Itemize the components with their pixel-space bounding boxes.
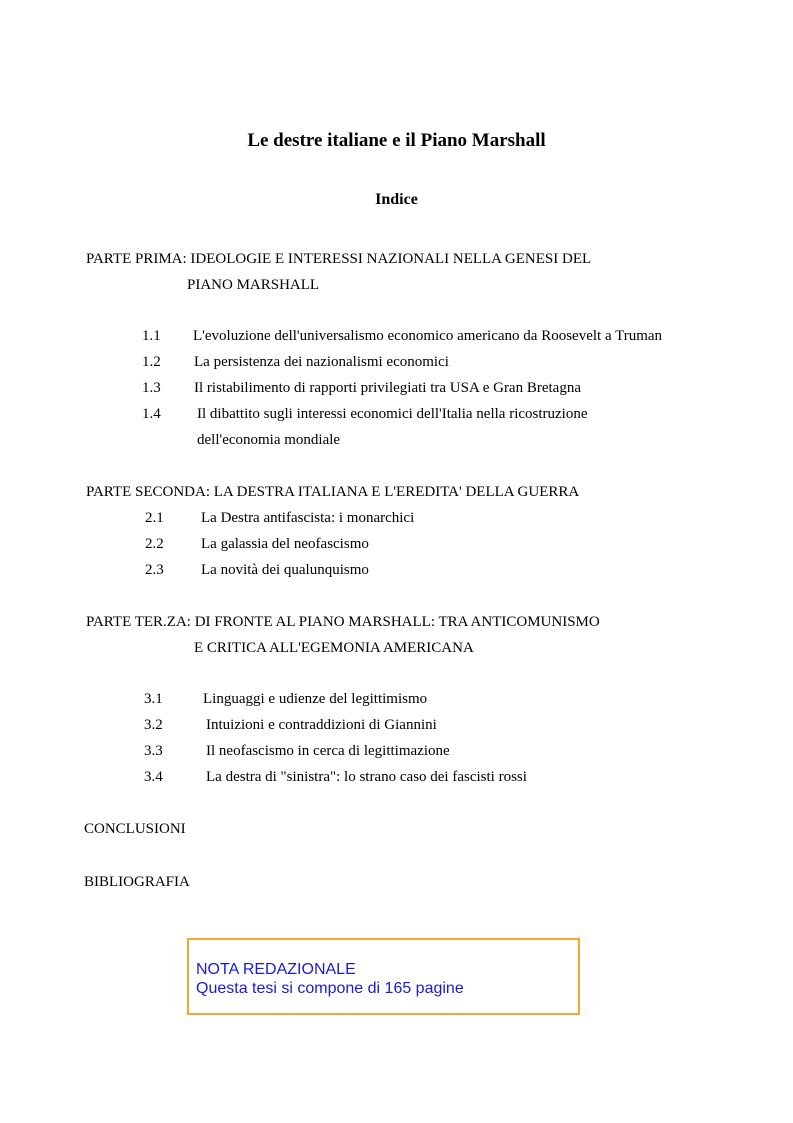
toc-item-text: Il dibattito sugli interessi economici dell'Italia nella ricostruzione	[197, 406, 588, 422]
part-2-heading: PARTE SECONDA: LA DESTRA ITALIANA E L'EREDITA' DELLA GUERRA	[86, 484, 580, 500]
toc-item-text: L'evoluzione dell'universalismo economico americano da Roosevelt a Truman	[193, 328, 663, 344]
toc-item-text: La persistenza dei nazionalismi economici	[194, 354, 449, 370]
index-heading: Indice	[375, 191, 418, 208]
toc-item-text: Intuizioni e contraddizioni di Giannini	[206, 717, 437, 733]
toc-item-number: 1.4	[142, 406, 161, 422]
toc-item-text-cont: dell'economia mondiale	[197, 432, 341, 448]
part-3-heading-cont: E CRITICA ALL'EGEMONIA AMERICANA	[194, 640, 474, 656]
document-title: Le destre italiane e il Piano Marshall	[247, 130, 546, 151]
toc-item-number: 1.1	[142, 328, 161, 344]
part-1-heading: PARTE PRIMA: IDEOLOGIE E INTERESSI NAZIONALI NELLA GENESI DEL	[86, 251, 592, 267]
toc-item-number: 3.4	[144, 769, 163, 785]
toc-item-number: 3.1	[144, 691, 163, 707]
toc-item-number: 3.3	[144, 743, 163, 759]
toc-item-text: La Destra antifascista: i monarchici	[201, 510, 415, 526]
toc-item-text: Il ristabilimento di rapporti privilegiati tra USA e Gran Bretagna	[194, 380, 581, 396]
editorial-note-box	[187, 938, 580, 1015]
toc-item-number: 2.2	[145, 536, 164, 552]
toc-item-number: 2.3	[145, 562, 164, 578]
bibliography-entry: BIBLIOGRAFIA	[84, 874, 190, 890]
toc-item-number: 2.1	[145, 510, 164, 526]
part-3-heading: PARTE TER.ZA: DI FRONTE AL PIANO MARSHALL: TRA ANTICOMUNISMO	[86, 614, 600, 630]
toc-item-text: Linguaggi e udienze del legittimismo	[203, 691, 428, 707]
editorial-note-title: NOTA REDAZIONALE	[196, 961, 356, 978]
toc-item-text: La galassia del neofascismo	[201, 536, 369, 552]
editorial-note-text: Questa tesi si compone di 165 pagine	[196, 980, 464, 997]
toc-item-text: La destra di "sinistra": lo strano caso dei fascisti rossi	[206, 769, 527, 785]
toc-item-text: Il neofascismo in cerca di legittimazione	[206, 743, 450, 759]
toc-item-number: 3.2	[144, 717, 163, 733]
part-1-heading-cont: PIANO MARSHALL	[187, 277, 320, 293]
conclusions-entry: CONCLUSIONI	[84, 821, 186, 837]
toc-item-number: 1.2	[142, 354, 161, 370]
toc-item-text: La novità dei qualunquismo	[201, 562, 369, 578]
toc-item-number: 1.3	[142, 380, 161, 396]
